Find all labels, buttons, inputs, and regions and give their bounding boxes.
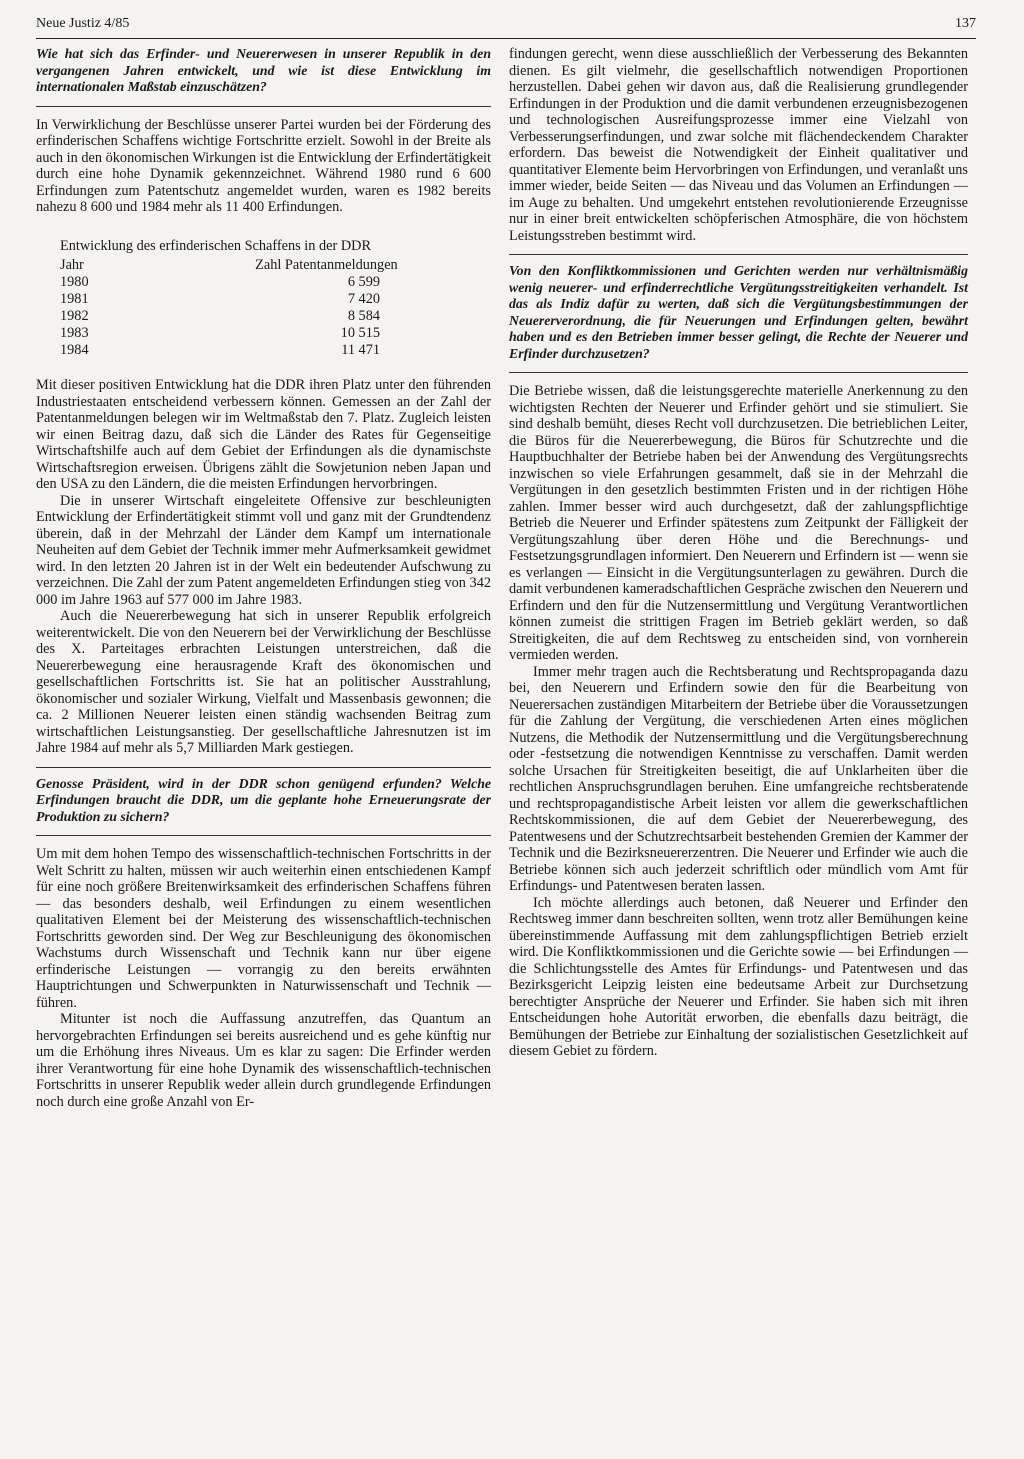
cell-count: 11 471 [341,342,380,358]
cell-count: 8 584 [347,308,380,324]
answer-paragraph: Die Betriebe wissen, daß die leistungsgerechte materielle Anerkennung zu den wichtigsten Rechten der Neuerer und Erfinder gehört und sie stimuliert. Sie sind deshalb bemüht, dieses Recht voll durchzusetzen. Die betrieblichen Leiter, die Büros für die Neuererbewegung, die Büros für Schutzrechte und die Hauptbuchhalter der Betriebe haben bei der Anwendung des Vergütungsrechts inzwischen so viele Erfahrungen gesammelt, daß sie in der Mehrzahl die Vergütungen in den gesetzlich bestimmten Fristen und in der richtigen Höhe zahlen. Immer besser wird auch durchgesetzt, daß der zahlungspflichtige Betrieb die Neuerer und Erfinder spätestens zum Zeitpunkt der Fälligkeit der Vergütungszahlung über deren Höhe und die Berechnungs- und Festsetzungsgrundlagen informiert. Den Neuerern und Erfindern ist — wenn sie es verlangen — Einsicht in die Vergütungsunterlagen zu gewähren. Durch die damit verbundenen kameradschaftlichen Gespräche zwischen den Neuerern und Erfindern und den für die Nutzensermittlung und Vergütung Verantwortlichen können zumeist die strittigen Fragen im Betrieb geklärt werden, so daß Streitigkeiten, die auf dem Rechtsweg zu entscheiden sind, von vornherein vermieden werden. [509,383,968,663]
answer-paragraph: Mit dieser positiven Entwicklung hat die DDR ihren Platz unter den führenden Industriestaaten entscheidend verbessern können. Gemessen an der Zahl der Patentanmeldungen belegen wir im Weltmaßstab den 7. Platz. Zugleich leisten wir einen Beitrag dazu, daß sich die Länder des Rates für Gegenseitige Wirtschaftshilfe auch auf dem Gebiet der Erfindungen als die dynamischste Wirtschaftsregion erweisen. Übrigens zählt die Sowjetunion neben Japan und den USA zu den Ländern, die die meisten Erfindungen hervorbringen. [36,377,491,492]
table-row [60,274,470,291]
answer-paragraph: Ich möchte allerdings auch betonen, daß Neuerer und Erfinder den Rechtsweg immer dann beschreiten sollten, wenn trotz aller Bemühungen keine übereinstimmende Auffassung mit dem zahlungspflichtigen Betrieb erzielt wird. Die Konfliktkommissionen und die Gerichte sowie — bei Erfindungen — die Schlichtungsstelle des Amtes für Erfindungs- und Patentwesen und das Bezirksgericht Leipzig leisten eine bedeutsame Arbeit zur Durchsetzung berechtigter Ansprüche der Neuerer und Erfinder. Sie haben sich mit ihren Entscheidungen hohe Autorität erworben, die ebenfalls dazu beiträgt, die Bemühungen der Betriebe zur Einhaltung der sozialistischen Gesetzlichkeit auf diesem Gebiet zu fördern. [509,894,968,1059]
answer-paragraph: findungen gerecht, wenn diese ausschließlich der Verbesserung des Bekannten dienen. Es gilt vielmehr, die gesellschaftlich notwendigen Proportionen herzustellen. Dabei gehen wir davon aus, daß die Realisierung grundlegender Erfindungen in der Produktion und die damit verbundenen erzeugnisbezogenen und technologischen Ausreifungsprozesse immer eine Vielzahl von Verbesserungserfindungen, und zwar solche mit flächendeckendem Charakter erfordern. Das beweist die Notwendigkeit der Einheit qualitativer und quantitativer Elemente beim Hervorbringen von Erfindungen, und veranlaßt uns immer wieder, beide Seiten — das Niveau und das Volumen an Erfindungen — im Auge zu behalten. Und umgekehrt entstehen revolutionierende Erzeugnisse nur in einer breit entwickelten schöpferischen Atmosphäre, die von höchstem Leistungsstreben bestimmt wird. [509,46,968,244]
page-number: 137 [955,16,976,31]
answer-paragraph: Um mit dem hohen Tempo des wissenschaftlich-technischen Fortschritts in der Welt Schritt zu halten, müssen wir auch weiterhin einen entschiedenen Kampf für eine noch größere Breitenwirksamkeit des erfinderischen Schaffens führen — das besonders deshalb, weil Erfindungen zu einem wesentlichen qualitativen Element bei der Meisterung des wissenschaftlich-technischen Fortschritts geworden sind. Der Weg zur Beschleunigung des ökonomischen Wachstums durch Wissenschaft und Technik kann nur über eigene erfinderische Leistungen — vorrangig zu den bereits erwähnten Hauptrichtungen und Schwerpunkten in Naturwissenschaft und Technik — führen. [36,846,491,1011]
left-column [36,46,491,1110]
header-count: Zahl Patentanmeldungen [255,257,398,273]
interview-question-1: Wie hat sich das Erfinder- und Neuererwesen in unserer Republik in den vergangenen Jahren entwickelt, und wie ist diese Entwicklung im internationalen Maßstab einzuschätzen? [36,46,491,107]
header-year: Jahr [60,257,84,273]
table-header-row [60,257,470,274]
answer-paragraph: In Verwirklichung der Beschlüsse unserer Partei wurden bei der Förderung des erfinderischen Schaffens wichtige Fortschritte erzielt. Sowohl in der Breite als auch in den ökonomischen Wirkungen ist die Entwicklung der Erfindertätigkeit durch eine hohe Dynamik gekennzeichnet. Während 1980 rund 6 600 Erfindungen zum Patentschutz angemeldet wurden, waren es 1982 bereits nahezu 8 600 und 1984 mehr als 11 400 Erfindungen. [36,116,491,215]
answer-paragraph: Die in unserer Wirtschaft eingeleitete Offensive zur beschleunigten Entwicklung der Erfindertätigkeit stimmt voll und ganz mit der Grundtendenz überein, daß in der Mehrzahl der Länder dem Kampf um internationale Neuheiten auf dem Gebiet der Technik immer mehr Aufmerksamkeit gewidmet wird. In den letzten 20 Jahren ist in der Welt ein bedeutender Aufschwung zu verzeichnen. Die Zahl der zum Patent angemeldeten Erfindungen stieg von 342 000 im Jahre 1963 auf 577 000 im Jahre 1983. [36,492,491,608]
cell-year: 1981 [60,291,89,307]
answer-paragraph: Immer mehr tragen auch die Rechtsberatung und Rechtspropaganda dazu bei, den Neuerern und Erfindern sowie den für die Bearbeitung von Neuerersachen zuständigen Mitarbeitern der Betriebe über die Voraussetzungen für die Zahlung der Vergütung, die verschiedenen Arten eines möglichen Nutzens, die Methodik der Nutzensermittlung und die Vergütungsberechnung oder -festsetzung die notwendigen Kenntnisse zu verschaffen. Damit werden solche Ursachen für Streitigkeiten beseitigt, die auf Unklarheiten über die rechtlichen Anspruchsgrundlagen beruhen. Eine umfangreiche rechtsberatende und rechtspropagandistische Arbeit leisten vor allem die gewerkschaftlichen Rechtskommissionen, die auf dem Gebiet der Neuererbewegung, des Patentwesens und der Schutzrechtsarbeit bestehenden Gremien der Kammer der Technik und die Bezirksneuererzentren. Die Neuerer und Erfinder wie auch die Betriebe können sich auch jederzeit schriftlich oder mündlich vom Amt für Erfindungs- und Patentwesen beraten lassen. [509,663,968,894]
right-column [509,46,968,1060]
cell-year: 1984 [60,342,89,358]
table-row [60,291,470,308]
journal-issue: Neue Justiz 4/85 [36,16,130,31]
table-title: Entwicklung des erfinderischen Schaffens in der DDR [60,237,372,254]
patent-table [60,238,470,360]
page-header [36,14,976,39]
table-row [60,308,470,325]
cell-year: 1982 [60,308,89,324]
cell-year: 1980 [60,274,89,290]
cell-count: 10 515 [340,325,380,341]
table-row [60,325,470,342]
cell-count: 6 599 [347,274,380,290]
answer-paragraph: Mitunter ist noch die Auffassung anzutreffen, das Quantum an hervorgebrachten Erfindungen sei bereits ausreichend und es gehe künftig nur um die Erhöhung ihres Niveaus. Um es klar zu sagen: Die Erfinder werden ihrer Verantwortung für eine hohe Dynamik des wissenschaftlich-technischen Fortschritts in unserer Republik weder allein durch grundlegende Erfindungen noch durch eine große Anzahl von Er- [36,1011,491,1110]
cell-year: 1983 [60,325,89,341]
answer-paragraph: Auch die Neuererbewegung hat sich in unserer Republik erfolgreich weiterentwickelt. Die von den Neuerern bei der Verwirklichung der Beschlüsse des X. Parteitages erbrachten Leistungen unterstreichen, daß die Neuererbewegung eine herausragende Kraft des ökonomischen und gesellschaftlichen Fortschritts ist. Sie hat an politischer Ausstrahlung, ökonomischer und sozialer Wirkung, Vielfalt und Massenbasis gewonnen; die ca. 2 Millionen Neuerer leisten einen ständig wachsenden Beitrag zum wirtschaftlichen Leistungsanstieg. Der gesellschaftliche Jahresnutzen ist im Jahre 1984 auf mehr als 5,7 Milliarden Mark gestiegen. [36,608,491,756]
interview-question-3: Von den Konfliktkommissionen und Gerichten werden nur verhältnismäßig wenig neuerer- und erfinderrechtliche Vergütungsstreitigkeiten verhandelt. Ist das als Indiz dafür zu werten, daß sich die Vergütungsbestimmungen der Neuererverordnung, die für Neuerungen und Erfindungen gelten, bewährt haben und es den Betrieben immer besser gelingt, die Rechte der Neuerer und Erfinder durchzusetzen? [509,254,968,373]
interview-question-2: Genosse Präsident, wird in der DDR schon genügend erfunden? Welche Erfindungen braucht die DDR, um die geplante hohe Erneuerungsrate der Produktion zu sichern? [36,767,491,837]
table-row [60,342,470,359]
cell-count: 7 420 [347,291,380,307]
